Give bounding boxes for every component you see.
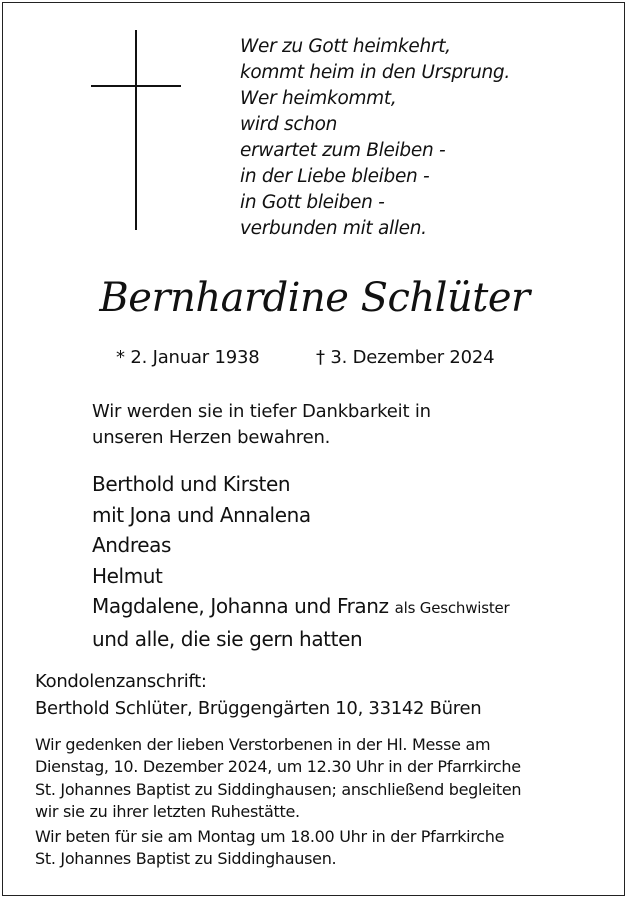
cross-icon [91, 30, 181, 230]
birth-date: * 2. Januar 1938 [116, 347, 260, 368]
poem [240, 34, 510, 242]
condolence-label: Kondolenzanschrift: [35, 671, 207, 692]
mourner-line: Andreas [92, 533, 172, 557]
service-line: Wir gedenken der lieben Verstorbenen in der Hl. Messe am [35, 735, 491, 754]
thanks-line: Wir werden sie in tiefer Dankbarkeit in [92, 401, 431, 422]
thanks-text [92, 399, 431, 451]
prayer-info [35, 826, 504, 871]
mourner-line-siblings [92, 591, 510, 624]
poem-line: in der Liebe bleiben - [240, 166, 430, 187]
mourner-line: und alle, die sie gern hatten [92, 626, 363, 651]
poem-line: in Gott bleiben - [240, 192, 385, 213]
poem-line: kommt heim in den Ursprung. [240, 62, 510, 83]
mourner-line: Helmut [92, 563, 163, 588]
service-line: St. Johannes Baptist zu Siddinghausen; anschließend begleiten [35, 779, 522, 799]
mourner-line: Berthold und Kirsten [92, 472, 291, 496]
condolence-address [35, 668, 481, 722]
service-line: wir sie zu ihrer letzten Ruhestätte. [35, 801, 300, 821]
thanks-line: unseren Herzen bewahren. [92, 427, 331, 448]
poem-line: Wer zu Gott heimkehrt, [240, 36, 451, 57]
poem-line: verbunden mit allen. [240, 218, 427, 239]
cross-vertical-bar [135, 30, 137, 230]
service-line: Dienstag, 10. Dezember 2024, um 12.30 Uhr in der Pfarrkirche [35, 757, 521, 777]
prayer-line: Wir beten für sie am Montag um 18.00 Uhr in der Pfarrkirche [35, 827, 505, 846]
deceased-name: Bernhardine Schlüter [99, 275, 530, 321]
mourner-siblings-names: Magdalene, Johanna und Franz [92, 594, 389, 618]
mourners-list [92, 469, 510, 654]
prayer-line: St. Johannes Baptist zu Siddinghausen. [35, 849, 337, 869]
service-info [35, 734, 521, 823]
poem-line: wird schon [240, 114, 338, 135]
condolence-address-line: Berthold Schlüter, Brüggengärten 10, 33142 Büren [35, 698, 482, 719]
poem-line: Wer heimkommt, [240, 88, 397, 109]
siblings-note: als Geschwister [394, 599, 510, 617]
mourner-line: mit Jona und Annalena [92, 502, 311, 527]
poem-line: erwartet zum Bleiben - [240, 140, 446, 161]
cross-horizontal-bar [91, 85, 181, 87]
death-date: † 3. Dezember 2024 [316, 347, 495, 368]
